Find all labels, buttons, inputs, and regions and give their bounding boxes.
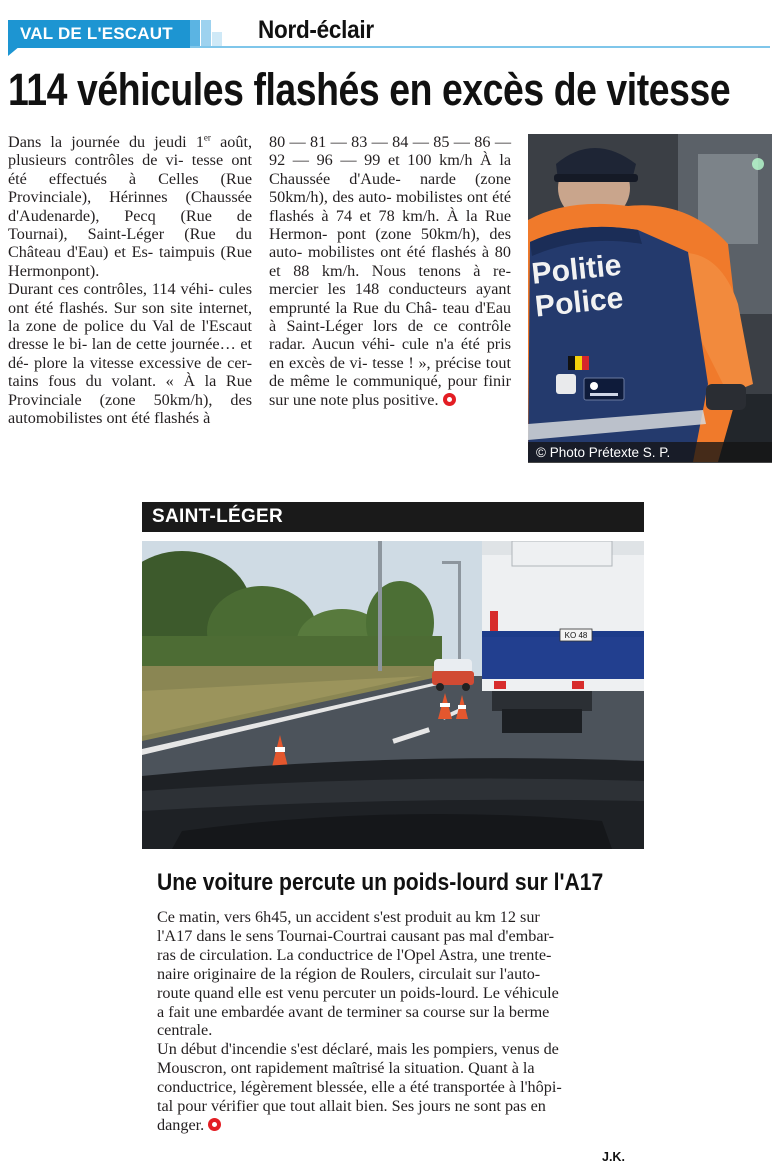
- paragraph: Durant ces contrôles, 114 véhi- cules ont été flashés. Sur son site internet, la zone de police du Val de l'Escaut dresse le bi- lan de cette journée… et dé- plore la vitesse excessive de cer- tains fous du volant. « À la Rue Provinciale (zone 50km/h), des automobilistes ont été flashés à: [8, 280, 253, 428]
- end-of-article-icon: [443, 393, 456, 406]
- article2-headline: Une voiture percute un poids-lourd sur l'A17: [157, 869, 604, 896]
- paragraph: 80 — 81 — 83 — 84 — 85 — 86 — 92 — 96 — 99 et 100 km/h À la Chaussée d'Aude- narde (zone 50km/h), des auto- mobilistes ont été flashés à 74 et 78 km/h. À la Rue Hermon- pont (zone 50km/h), des auto- mobilistes ont été flashés à 80 et 88 km/h. Nous tenons à re- mercier les 148 conducteurs ayant emprunté la Rue du Châ- teau d'Eau à Saint-Léger lors de ce contrôle radar. Aucun véhi- cule n'a été pris en excès de vi- tesse ! », précise tout de même le communiqué, pour finir sur une note plus positive.: [269, 133, 512, 409]
- paragraph: Dans la journée du jeudi 1er août, plusieurs contrôles de vi- tesse ont été effectués à Celles (Rue Provinciale), Hérinnes (Chaussée d'Audenarde), Pecq (Rue de Tournai), Saint-Léger (Rue du Château d'Eau) et Es- taimpuis (Rue Hermonpont).: [8, 132, 253, 280]
- vest-lettering: Politie Police: [530, 248, 625, 324]
- section-tag-notch: [8, 46, 20, 56]
- header-rule: [190, 46, 770, 48]
- photo-credit: © Photo Prétexte S. P.: [528, 442, 772, 463]
- newspaper-name: Nord-éclair: [258, 16, 374, 44]
- paragraph: Ce matin, vers 6h45, un accident s'est produit au km 12 sur l'A17 dans le sens Tournai-Courtrai causant pas mal d'embar- ras de circulation. La conductrice de l'Opel Astra, une trente- naire originaire de la région de Roulers, circulait sur l'auto- route quand elle est venu percuter un poids-lourd. Le véhicule a fait une embardée avant de terminer sa course sur la berme centrale.: [157, 908, 559, 1040]
- police-officer-photo: [528, 134, 772, 462]
- article-column-1: [8, 133, 252, 428]
- svg-text:KO 48: KO 48: [564, 631, 588, 640]
- author-signature: J.K.: [602, 1150, 625, 1164]
- section-tag: VAL DE L'ESCAUT: [8, 20, 190, 48]
- article-column-2: [269, 133, 511, 409]
- article2-body: [157, 908, 629, 1135]
- section-tag-decor: [201, 20, 211, 48]
- section-tag-decor: [190, 20, 200, 48]
- end-of-article-icon: [208, 1118, 221, 1131]
- accident-scene-photo: [142, 541, 644, 849]
- paragraph: Un début d'incendie s'est déclaré, mais les pompiers, venus de Mouscron, ont rapidement maîtrisé la situation. Quant à la conductrice, légèrement blessée, elle a été transportée à l'hôpi- tal pour vérifier que tout allait bien. Ses jours ne sont pas en danger.: [157, 1040, 562, 1134]
- section-banner: SAINT-LÉGER: [142, 502, 644, 532]
- article-headline: 114 véhicules flashés en excès de vitesse: [8, 64, 731, 115]
